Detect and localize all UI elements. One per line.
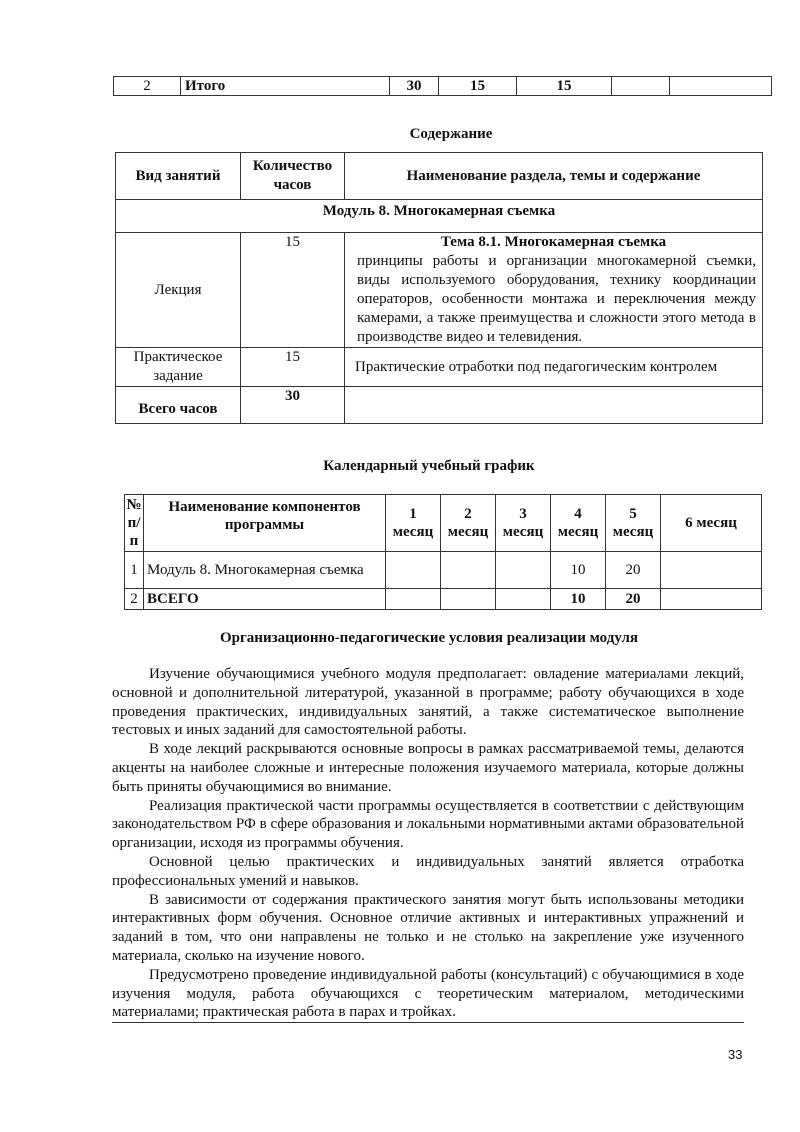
row-number: 2: [125, 589, 144, 610]
module-title: Модуль 8. Многокамерная съемка: [116, 200, 763, 233]
table-row: [116, 233, 763, 348]
header-month-1: 1 месяц: [386, 495, 441, 552]
topic-description: принципы работы и организации многокамерной съемки, виды используемого оборудования, технику координации операторов, особенности монтажа и переключения между камерами, а также преимущества и сложности этого метода в производстве видео и телевидения.: [357, 253, 756, 345]
header-month-6: 6 месяц: [661, 495, 762, 552]
lecture-content: [345, 233, 763, 348]
header-name: Наименование раздела, темы и содержание: [345, 153, 763, 200]
row-label: Итого: [181, 77, 390, 96]
row-name: Модуль 8. Многокамерная съемка: [144, 552, 386, 589]
table-row: [114, 77, 772, 96]
conditions-text: [112, 665, 744, 1023]
paragraph: Основной целью практических и индивидуальных занятий является отработка профессиональных умений и навыков.: [112, 853, 744, 889]
module-row: [116, 200, 763, 233]
month-cell: [661, 589, 762, 610]
paragraph: В зависимости от содержания практического занятия могут быть использованы методики интерактивных форм обучения. Основное отличие активных и интерактивных упражнений и заданий в том, что они направлены не только и не столько на закрепление уже изученного материала, сколько на изучение нового.: [112, 891, 744, 964]
month-cell: [386, 589, 441, 610]
content-table: [115, 152, 763, 424]
paragraph: Изучение обучающимися учебного модуля предполагает: овладение материалами лекций, основной и дополнительной литературой, указанной в программе; работу обучающихся в ходе проведения практических, индивидуальных занятий, а также систематическое выполнение тестовых и иных заданий для самостоятельной работы.: [112, 666, 744, 739]
lecture-hours: 15: [241, 233, 345, 348]
month-cell: [496, 552, 551, 589]
table-row: [125, 552, 762, 589]
month-cell: 20: [606, 589, 661, 610]
empty-cell: [345, 387, 763, 424]
table-row: [116, 348, 763, 387]
header-row: [116, 153, 763, 200]
practice-hours-cell: 15: [517, 77, 612, 96]
header-num: № п/п: [125, 495, 144, 552]
month-cell: 10: [551, 589, 606, 610]
practice-hours: 15: [241, 348, 345, 387]
topic-title: Тема 8.1. Многокамерная съемка: [440, 234, 667, 250]
empty-cell: [670, 77, 772, 96]
total-row: [116, 387, 763, 424]
month-cell: 10: [551, 552, 606, 589]
month-cell: 20: [606, 552, 661, 589]
row-number: 2: [114, 77, 181, 96]
header-month-2: 2 месяц: [441, 495, 496, 552]
total-hours-cell: 30: [390, 77, 439, 96]
practice-text: Практические отработки под педагогическим контролем: [345, 348, 763, 387]
header-month-5: 5 месяц: [606, 495, 661, 552]
page-number: 33: [728, 1047, 743, 1062]
month-cell: [386, 552, 441, 589]
header-month-4: 4 месяц: [551, 495, 606, 552]
empty-cell: [612, 77, 670, 96]
header-name: Наименование компонентов программы: [144, 495, 386, 552]
paragraph: В ходе лекций раскрываются основные вопросы в рамках рассматриваемой темы, делаются акценты на наиболее сложные и интересные положения изучаемого материала, которые должны быть приняты обучающимися во внимание.: [112, 741, 744, 795]
calendar-heading: Календарный учебный график: [323, 458, 535, 474]
lecture-type: Лекция: [116, 233, 241, 348]
month-cell: [661, 552, 762, 589]
lecture-hours-cell: 15: [439, 77, 517, 96]
total-hours: 30: [241, 387, 345, 424]
table-row: [125, 589, 762, 610]
header-hours: Количество часов: [241, 153, 345, 200]
summary-table: [113, 76, 772, 96]
total-label: Всего часов: [116, 387, 241, 424]
month-cell: [496, 589, 551, 610]
row-name: ВСЕГО: [144, 589, 386, 610]
header-month-3: 3 месяц: [496, 495, 551, 552]
row-number: 1: [125, 552, 144, 589]
paragraph: Предусмотрено проведение индивидуальной работы (консультаций) с обучающимися в ходе изучения модуля, работа обучающихся с теоретическим материалом, методическими материалами; практическая работа в парах и тройках.: [112, 966, 744, 1023]
month-cell: [441, 552, 496, 589]
paragraph: Реализация практической части программы осуществляется в соответствии с действующим законодательством РФ в сфере образования и локальными нормативными актами образовательной организации, исходя из программы обучения.: [112, 797, 744, 852]
month-cell: [441, 589, 496, 610]
header-type: Вид занятий: [116, 153, 241, 200]
practice-type: Практическое задание: [116, 348, 241, 387]
header-row: [125, 495, 762, 552]
calendar-table: [124, 494, 762, 610]
content-heading: Содержание: [409, 126, 493, 142]
conditions-heading: Организационно-педагогические условия реализации модуля: [219, 630, 638, 646]
